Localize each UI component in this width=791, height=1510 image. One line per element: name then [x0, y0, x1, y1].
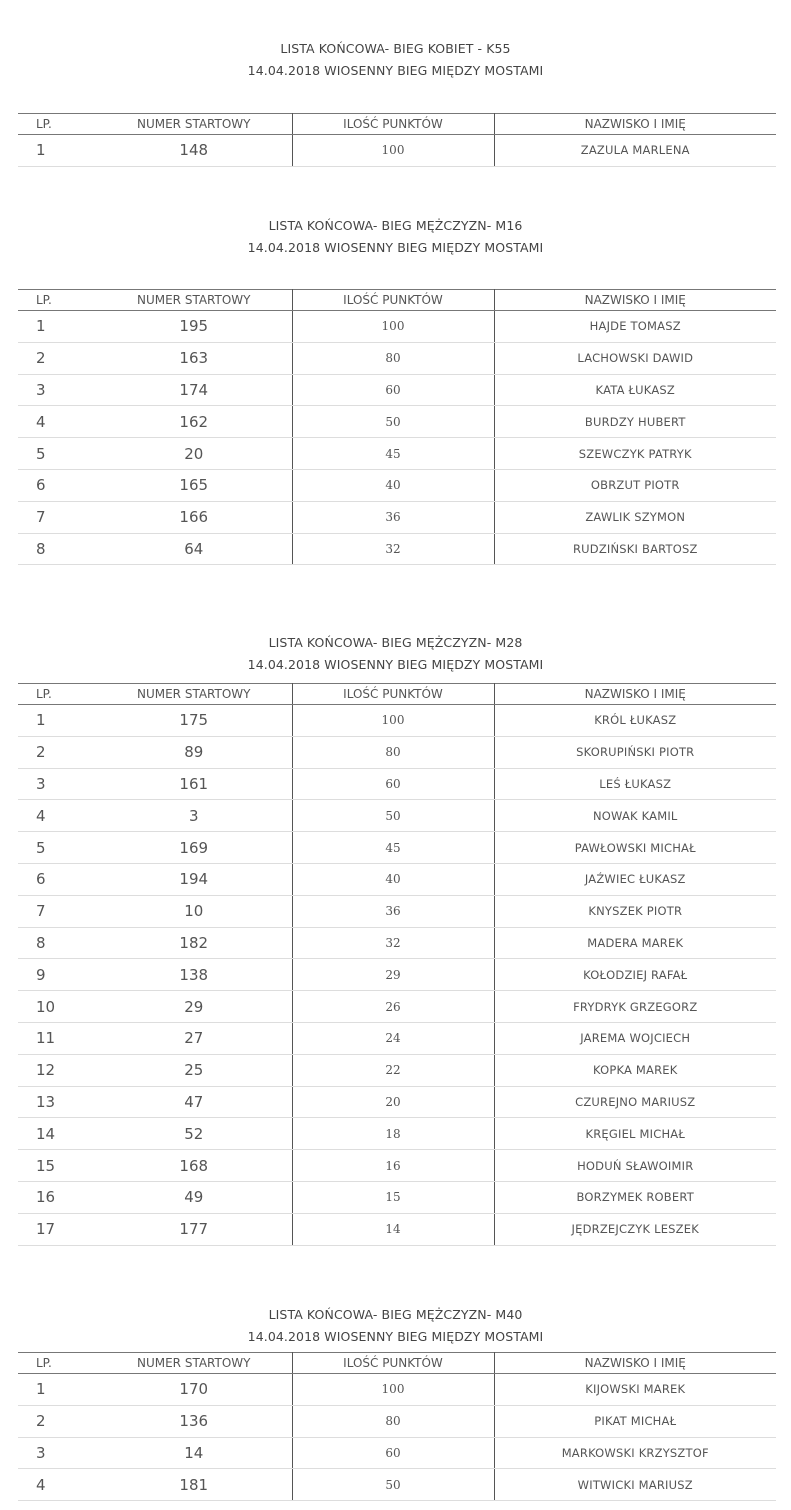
cell-number: 20	[96, 438, 292, 470]
column-header-number: NUMER STARTOWY	[96, 1353, 292, 1374]
cell-points: 100	[292, 1374, 494, 1406]
cell-number: 29	[96, 991, 292, 1023]
table-row	[18, 533, 776, 565]
cell-name: JĘDRZEJCZYK LESZEK	[494, 1213, 776, 1245]
cell-lp: 14	[18, 1118, 96, 1150]
cell-number: 168	[96, 1150, 292, 1182]
table-row	[18, 1150, 776, 1182]
cell-number: 25	[96, 1054, 292, 1086]
cell-number: 175	[96, 705, 292, 737]
cell-lp: 1	[18, 135, 96, 167]
cell-points: 60	[292, 1437, 494, 1469]
table-header-row	[18, 114, 776, 135]
cell-name: JAREMA WOJCIECH	[494, 1022, 776, 1054]
cell-lp: 3	[18, 1437, 96, 1469]
table-row	[18, 311, 776, 343]
cell-lp: 10	[18, 991, 96, 1023]
cell-name: HAJDE TOMASZ	[494, 311, 776, 343]
section-subtitle: 14.04.2018 WIOSENNY BIEG MIĘDZY MOSTAMI	[247, 63, 544, 78]
table-row	[18, 895, 776, 927]
cell-lp: 4	[18, 406, 96, 438]
cell-lp: 12	[18, 1054, 96, 1086]
cell-name: MARKOWSKI KRZYSZTOF	[494, 1437, 776, 1469]
cell-lp: 17	[18, 1213, 96, 1245]
cell-number: 162	[96, 406, 292, 438]
cell-points: 45	[292, 438, 494, 470]
cell-name: FRYDRYK GRZEGORZ	[494, 991, 776, 1023]
cell-points: 60	[292, 374, 494, 406]
cell-lp: 7	[18, 501, 96, 533]
cell-points: 22	[292, 1054, 494, 1086]
section-title: LISTA KOŃCOWA- BIEG MĘŻCZYZN- M16	[268, 218, 523, 233]
cell-points: 24	[292, 1022, 494, 1054]
cell-name: HODUŃ SŁAWOIMIR	[494, 1150, 776, 1182]
cell-number: 163	[96, 342, 292, 374]
cell-lp: 2	[18, 342, 96, 374]
cell-name: CZUREJNO MARIUSZ	[494, 1086, 776, 1118]
table-row	[18, 736, 776, 768]
cell-lp: 11	[18, 1022, 96, 1054]
cell-lp: 9	[18, 959, 96, 991]
cell-points: 26	[292, 991, 494, 1023]
cell-name: NOWAK KAMIL	[494, 800, 776, 832]
cell-name: SKORUPIŃSKI PIOTR	[494, 736, 776, 768]
cell-lp: 2	[18, 1405, 96, 1437]
cell-number: 3	[96, 800, 292, 832]
cell-points: 50	[292, 1469, 494, 1501]
cell-points: 18	[292, 1118, 494, 1150]
cell-name: KRÓL ŁUKASZ	[494, 705, 776, 737]
cell-points: 36	[292, 501, 494, 533]
cell-name: SZEWCZYK PATRYK	[494, 438, 776, 470]
cell-name: KATA ŁUKASZ	[494, 374, 776, 406]
cell-lp: 5	[18, 438, 96, 470]
cell-number: 166	[96, 501, 292, 533]
table-header-row	[18, 684, 776, 705]
cell-number: 89	[96, 736, 292, 768]
cell-number: 138	[96, 959, 292, 991]
cell-name: RUDZIŃSKI BARTOSZ	[494, 533, 776, 565]
column-header-lp: LP.	[18, 1353, 96, 1374]
cell-lp: 1	[18, 705, 96, 737]
cell-number: 177	[96, 1213, 292, 1245]
table-row	[18, 1054, 776, 1086]
column-header-points: ILOŚĆ PUNKTÓW	[292, 114, 494, 135]
section-heading	[0, 632, 791, 676]
table-row	[18, 374, 776, 406]
cell-number: 64	[96, 533, 292, 565]
cell-name: KRĘGIEL MICHAŁ	[494, 1118, 776, 1150]
cell-number: 14	[96, 1437, 292, 1469]
table-row	[18, 832, 776, 864]
cell-lp: 4	[18, 800, 96, 832]
cell-points: 80	[292, 342, 494, 374]
cell-points: 36	[292, 895, 494, 927]
cell-name: BORZYMEK ROBERT	[494, 1181, 776, 1213]
column-header-points: ILOŚĆ PUNKTÓW	[292, 684, 494, 705]
cell-lp: 8	[18, 927, 96, 959]
cell-points: 15	[292, 1181, 494, 1213]
cell-number: 49	[96, 1181, 292, 1213]
section-heading	[0, 215, 791, 259]
cell-points: 80	[292, 1405, 494, 1437]
cell-points: 32	[292, 533, 494, 565]
cell-lp: 3	[18, 768, 96, 800]
cell-number: 194	[96, 863, 292, 895]
column-header-number: NUMER STARTOWY	[96, 290, 292, 311]
results-table	[18, 683, 776, 1246]
cell-points: 40	[292, 469, 494, 501]
cell-points: 60	[292, 768, 494, 800]
cell-lp: 15	[18, 1150, 96, 1182]
cell-lp: 5	[18, 832, 96, 864]
cell-number: 169	[96, 832, 292, 864]
table-row	[18, 342, 776, 374]
table-row	[18, 135, 776, 167]
cell-points: 100	[292, 311, 494, 343]
cell-lp: 6	[18, 863, 96, 895]
cell-lp: 1	[18, 1374, 96, 1406]
cell-number: 27	[96, 1022, 292, 1054]
cell-number: 52	[96, 1118, 292, 1150]
cell-lp: 4	[18, 1469, 96, 1501]
cell-number: 174	[96, 374, 292, 406]
cell-lp: 8	[18, 533, 96, 565]
table-row	[18, 705, 776, 737]
results-table	[18, 289, 776, 565]
table-row	[18, 1086, 776, 1118]
cell-points: 16	[292, 1150, 494, 1182]
section-title: LISTA KOŃCOWA- BIEG KOBIET - K55	[280, 41, 511, 56]
table-row	[18, 927, 776, 959]
column-header-name: NAZWISKO I IMIĘ	[494, 114, 776, 135]
results-table	[18, 1352, 776, 1501]
cell-lp: 1	[18, 311, 96, 343]
table-header-row	[18, 290, 776, 311]
cell-points: 80	[292, 736, 494, 768]
section-title: LISTA KOŃCOWA- BIEG MĘŻCZYZN- M40	[268, 1307, 523, 1322]
cell-points: 14	[292, 1213, 494, 1245]
cell-points: 50	[292, 800, 494, 832]
results-table	[18, 113, 776, 167]
cell-lp: 6	[18, 469, 96, 501]
cell-name: ZAZULA MARLENA	[494, 135, 776, 167]
cell-points: 20	[292, 1086, 494, 1118]
cell-name: PIKAT MICHAŁ	[494, 1405, 776, 1437]
cell-number: 182	[96, 927, 292, 959]
table-row	[18, 1469, 776, 1501]
column-header-number: NUMER STARTOWY	[96, 684, 292, 705]
cell-number: 47	[96, 1086, 292, 1118]
table-row	[18, 1374, 776, 1406]
table-row	[18, 501, 776, 533]
section-heading	[0, 1304, 791, 1348]
column-header-name: NAZWISKO I IMIĘ	[494, 684, 776, 705]
cell-lp: 13	[18, 1086, 96, 1118]
cell-name: KOPKA MAREK	[494, 1054, 776, 1086]
column-header-number: NUMER STARTOWY	[96, 114, 292, 135]
table-row	[18, 438, 776, 470]
column-header-name: NAZWISKO I IMIĘ	[494, 290, 776, 311]
table-row	[18, 406, 776, 438]
section-subtitle: 14.04.2018 WIOSENNY BIEG MIĘDZY MOSTAMI	[247, 1329, 544, 1344]
cell-name: PAWŁOWSKI MICHAŁ	[494, 832, 776, 864]
cell-number: 170	[96, 1374, 292, 1406]
cell-number: 148	[96, 135, 292, 167]
column-header-lp: LP.	[18, 114, 96, 135]
table-row	[18, 991, 776, 1023]
table-row	[18, 863, 776, 895]
table-row	[18, 1437, 776, 1469]
cell-number: 161	[96, 768, 292, 800]
cell-name: MADERA MAREK	[494, 927, 776, 959]
column-header-lp: LP.	[18, 290, 96, 311]
section-heading	[0, 38, 791, 82]
table-header-row	[18, 1353, 776, 1374]
section-subtitle: 14.04.2018 WIOSENNY BIEG MIĘDZY MOSTAMI	[247, 657, 544, 672]
cell-name: OBRZUT PIOTR	[494, 469, 776, 501]
cell-name: ZAWLIK SZYMON	[494, 501, 776, 533]
cell-name: KOŁODZIEJ RAFAŁ	[494, 959, 776, 991]
cell-name: BURDZY HUBERT	[494, 406, 776, 438]
cell-name: KIJOWSKI MAREK	[494, 1374, 776, 1406]
cell-points: 29	[292, 959, 494, 991]
section-subtitle: 14.04.2018 WIOSENNY BIEG MIĘDZY MOSTAMI	[247, 240, 544, 255]
cell-name: KNYSZEK PIOTR	[494, 895, 776, 927]
cell-lp: 16	[18, 1181, 96, 1213]
cell-points: 45	[292, 832, 494, 864]
section-title: LISTA KOŃCOWA- BIEG MĘŻCZYZN- M28	[268, 635, 523, 650]
column-header-points: ILOŚĆ PUNKTÓW	[292, 1353, 494, 1374]
cell-lp: 3	[18, 374, 96, 406]
cell-lp: 2	[18, 736, 96, 768]
cell-points: 40	[292, 863, 494, 895]
table-row	[18, 800, 776, 832]
cell-number: 10	[96, 895, 292, 927]
cell-points: 100	[292, 705, 494, 737]
cell-name: LACHOWSKI DAWID	[494, 342, 776, 374]
cell-number: 195	[96, 311, 292, 343]
table-row	[18, 469, 776, 501]
cell-number: 136	[96, 1405, 292, 1437]
cell-number: 165	[96, 469, 292, 501]
table-row	[18, 768, 776, 800]
column-header-name: NAZWISKO I IMIĘ	[494, 1353, 776, 1374]
cell-points: 32	[292, 927, 494, 959]
cell-name: WITWICKI MARIUSZ	[494, 1469, 776, 1501]
cell-points: 50	[292, 406, 494, 438]
cell-name: LEŚ ŁUKASZ	[494, 768, 776, 800]
cell-number: 181	[96, 1469, 292, 1501]
table-row	[18, 1405, 776, 1437]
cell-name: JAŹWIEC ŁUKASZ	[494, 863, 776, 895]
table-row	[18, 1022, 776, 1054]
cell-points: 100	[292, 135, 494, 167]
table-row	[18, 959, 776, 991]
column-header-points: ILOŚĆ PUNKTÓW	[292, 290, 494, 311]
column-header-lp: LP.	[18, 684, 96, 705]
cell-lp: 7	[18, 895, 96, 927]
table-row	[18, 1118, 776, 1150]
table-row	[18, 1213, 776, 1245]
table-row	[18, 1181, 776, 1213]
